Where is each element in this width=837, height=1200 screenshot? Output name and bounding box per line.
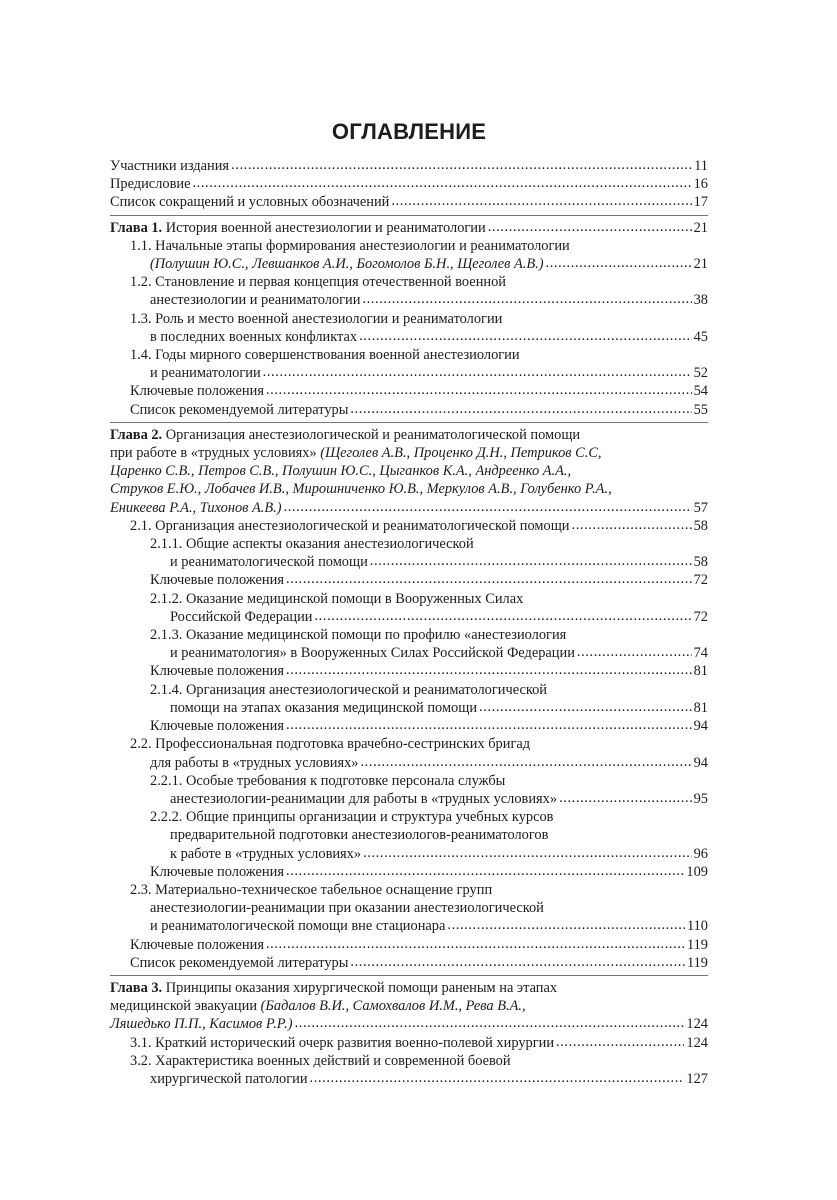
toc-entry-text (130, 736, 530, 752)
page-number: 21 (693, 256, 708, 273)
entry-title: 2.1.3. Оказание медицинской помощи по профилю «анестезиология (150, 627, 567, 644)
toc-entry-text (110, 998, 526, 1014)
toc-entry-line (110, 535, 708, 553)
toc-entry-line (110, 480, 708, 498)
toc-entry-text (130, 517, 570, 535)
toc-entry-line (110, 291, 708, 309)
toc-entry-text (110, 445, 602, 461)
toc-entry[interactable] (110, 346, 708, 382)
page-number: 52 (693, 365, 708, 382)
toc-entry-line (110, 1015, 708, 1033)
toc-entry-line (110, 608, 708, 626)
toc-entry-text (110, 481, 612, 497)
toc-entry-text (170, 553, 368, 571)
entry-title: 1.1. Начальные этапы формирования анестезиологии и реаниматологии (130, 237, 570, 254)
entry-title: анестезиологии и реаниматологии (150, 292, 361, 309)
dot-leader (286, 570, 692, 588)
entry-title: Предисловие (110, 176, 191, 193)
page-number: 54 (693, 383, 708, 400)
toc-entry-text (150, 917, 445, 935)
toc-entry-line (110, 790, 708, 808)
toc-entry-line (110, 517, 708, 535)
toc-entry-text (150, 717, 284, 735)
toc-entry-line (110, 346, 708, 364)
toc-entry-text (130, 274, 506, 290)
toc-entry-line (110, 997, 708, 1015)
entry-title: 2.1.4. Организация анестезиологической и реаниматологической (150, 681, 547, 698)
toc-entry-line (110, 717, 708, 735)
dot-leader (286, 661, 692, 679)
page-number: 74 (693, 645, 708, 662)
dot-leader (360, 753, 691, 771)
toc-entry-line (110, 845, 708, 863)
toc-entry-text (130, 311, 502, 327)
dot-leader (362, 290, 691, 308)
dot-leader (192, 174, 691, 192)
toc-entry-line (110, 754, 708, 772)
toc-entry-line (110, 954, 708, 972)
entry-title: Список рекомендуемой литературы (130, 954, 349, 971)
page-number: 109 (686, 863, 708, 880)
dot-leader (559, 789, 692, 807)
entry-title: и реаниматологической помощи (170, 554, 368, 571)
toc-entry-line (110, 328, 708, 346)
entry-title: Российской Федерации (170, 608, 313, 625)
dot-leader (266, 935, 685, 953)
page-number: 21 (693, 219, 708, 236)
toc-entry-line (110, 382, 708, 400)
entry-title: Ключевые положения (150, 663, 284, 680)
toc-entry[interactable] (110, 863, 708, 881)
entry-authors: (Щеголев А.В., Проценко Д.Н., Петриков С.С, (320, 445, 602, 462)
toc-entry[interactable] (110, 401, 708, 419)
entry-title: История военной анестезиологии и реаниматологии (162, 219, 486, 236)
toc-entry-line (110, 571, 708, 589)
toc-entry-line (110, 1052, 708, 1070)
dot-leader (310, 1069, 685, 1087)
toc-entry-line (110, 237, 708, 255)
toc-entry-line (110, 881, 708, 899)
entry-title: хирургической патологии (150, 1070, 308, 1087)
toc-entry[interactable] (110, 382, 708, 400)
entry-title: 2.3. Материально-техническое табельное оснащение групп (130, 881, 493, 898)
dot-leader (286, 716, 692, 734)
toc-entry-text (150, 536, 474, 552)
toc-entry-line (110, 499, 708, 517)
entry-title: Ключевые положения (150, 572, 284, 589)
entry-title: Организация анестезиологической и реаниматологической помощи (162, 426, 581, 443)
toc-entry-line (110, 808, 708, 826)
toc-entry-line (110, 273, 708, 291)
toc-entry[interactable] (110, 571, 708, 589)
toc-entry[interactable] (110, 681, 708, 717)
page-number: 58 (693, 517, 708, 534)
toc-entry-text (170, 845, 361, 863)
entry-title: и реаниматологической помощи вне стационара (150, 918, 446, 935)
toc-entry-text (150, 682, 547, 698)
chapter-label: Глава 1. (110, 219, 163, 236)
toc-entry-line (110, 826, 708, 844)
page-number: 94 (693, 754, 708, 771)
entry-title: 2.1.2. Оказание медицинской помощи в Вооруженных Силах (150, 590, 524, 607)
dot-leader (359, 327, 692, 345)
toc-entry-line (110, 662, 708, 680)
entry-title: 1.2. Становление и первая концепция отечественной военной (130, 274, 506, 291)
entry-title: 1.4. Годы мирного совершенствования военной анестезиологии (130, 347, 520, 364)
entry-title: 2.1.1. Общие аспекты оказания анестезиологической (150, 536, 474, 553)
toc-entry-text (150, 754, 358, 772)
toc-entry[interactable] (110, 535, 708, 571)
toc-entry-text (150, 900, 544, 916)
entry-authors: (Полушин Ю.С., Левшанков А.И., Богомолов Б.Н., Щеголев А.В.) (150, 256, 544, 273)
toc-entry[interactable] (110, 517, 708, 535)
dot-leader (488, 218, 692, 236)
toc-entry-line (110, 979, 708, 997)
dot-leader (391, 192, 691, 210)
entry-authors: (Бадалов В.И., Самохвалов И.М., Рева В.А., (260, 998, 526, 1015)
entry-title: Ключевые положения (150, 718, 284, 735)
page-number: 119 (686, 954, 708, 971)
entry-title: и реаниматология» в Вооруженных Силах Российской Федерации (170, 645, 575, 662)
toc-entry-text (170, 827, 548, 843)
entry-title: 1.3. Роль и место военной анестезиологии и реаниматологии (130, 310, 503, 327)
dot-leader (350, 400, 691, 418)
page-number: 119 (686, 936, 708, 953)
toc-entry-text (130, 936, 264, 954)
toc-entry-text (110, 157, 229, 175)
toc-entry-line (110, 553, 708, 571)
dot-leader (577, 643, 692, 661)
entry-title: Ключевые положения (150, 863, 284, 880)
toc-entry-line (110, 699, 708, 717)
toc-entry-line (110, 310, 708, 328)
toc-entry-text (130, 238, 570, 254)
entry-title: Участники издания (110, 158, 230, 174)
entry-title: Принципы оказания хирургической помощи раненым на этапах (162, 979, 558, 996)
toc-entry-text (150, 863, 284, 881)
toc-entry-text (150, 1070, 308, 1088)
toc-entry[interactable] (110, 772, 708, 808)
toc-entry[interactable] (110, 590, 708, 626)
toc-entry-text (110, 980, 557, 996)
toc-entry-line (110, 590, 708, 608)
toc-entry-line (110, 444, 708, 462)
toc-entry-line (110, 899, 708, 917)
page-number: 57 (693, 499, 708, 516)
page-number: 95 (693, 790, 708, 807)
toc-entry[interactable] (110, 157, 708, 175)
toc-entry-line (110, 735, 708, 753)
toc-entry[interactable] (110, 881, 708, 936)
toc-entry[interactable] (110, 936, 708, 954)
toc-entry-text (110, 463, 571, 479)
dot-leader (546, 254, 692, 272)
chapter-label: Глава 3. (110, 979, 163, 996)
page-number: 16 (693, 176, 708, 193)
entry-title: при работе в «трудных условиях» (110, 445, 321, 462)
page-number: 124 (686, 1016, 708, 1033)
section-divider (110, 422, 708, 423)
page-number: 81 (693, 663, 708, 680)
toc-entry-text (170, 608, 312, 626)
page-number: 96 (693, 845, 708, 862)
dot-leader (284, 498, 692, 516)
toc-entry-line (110, 364, 708, 382)
toc-entry-line (110, 936, 708, 954)
toc-entry[interactable] (110, 717, 708, 735)
page-number: 11 (694, 158, 708, 174)
entry-authors: Струков Е.Ю., Лобачев И.В., Мирошниченко Ю.В., Меркулов А.В., Голубенко Р.А., (110, 481, 612, 498)
table-of-contents (110, 157, 708, 1088)
dot-leader (231, 156, 692, 174)
toc-entry[interactable] (110, 1034, 708, 1052)
entry-title: 2.2. Профессиональная подготовка врачебно-сестринских бригад (130, 736, 531, 753)
page-number: 55 (693, 401, 708, 418)
page-number: 127 (686, 1070, 708, 1087)
toc-entry-text (110, 175, 190, 193)
toc-entry-text (130, 1053, 511, 1069)
entry-title: для работы в «трудных условиях» (150, 754, 359, 771)
dot-leader (263, 363, 692, 381)
entry-title: анестезиологии-реанимации при оказании анестезиологической (150, 900, 544, 917)
entry-title: в последних военных конфликтах (150, 328, 358, 345)
dot-leader (556, 1033, 684, 1051)
entry-authors: Царенко С.В., Петров С.В., Полушин Ю.С., Цыганков К.А., Андреенко А.А., (110, 463, 572, 480)
dot-leader (572, 516, 692, 534)
entry-title: 3.1. Краткий исторический очерк развития военно-полевой хирургии (130, 1034, 555, 1051)
page-title: ОГЛАВЛЕНИЕ (331, 119, 487, 144)
page-number: 17 (693, 194, 708, 211)
toc-entry-text (130, 382, 264, 400)
entry-title: 2.1. Организация анестезиологической и реаниматологической помощи (130, 517, 570, 534)
toc-entry-text (130, 882, 492, 898)
page-number: 94 (693, 718, 708, 735)
toc-entry-text (110, 427, 580, 443)
dot-leader (286, 862, 684, 880)
toc-page (110, 0, 708, 1088)
toc-entry-text (150, 809, 553, 825)
entry-title: 2.2.1. Особые требования к подготовке персонала службы (150, 772, 506, 789)
toc-entry-line (110, 1070, 708, 1088)
entry-title: медицинской эвакуации (110, 998, 261, 1015)
toc-entry-line (110, 1034, 708, 1052)
toc-entry-line (110, 462, 708, 480)
dot-leader (479, 698, 692, 716)
toc-entry-text (150, 364, 261, 382)
toc-entry-line (110, 219, 708, 237)
toc-entry-text (150, 571, 284, 589)
toc-entry-line (110, 157, 708, 175)
page-number: 110 (686, 918, 708, 935)
toc-entry[interactable] (110, 310, 708, 346)
toc-entry[interactable] (110, 219, 708, 237)
toc-entry-text (130, 1034, 554, 1052)
page-number: 45 (693, 328, 708, 345)
toc-entry[interactable] (110, 979, 708, 1034)
toc-entry[interactable] (110, 237, 708, 273)
toc-entry-line (110, 772, 708, 790)
toc-entry-text (110, 1015, 293, 1033)
entry-title: Ключевые положения (130, 383, 264, 400)
entry-authors: Еникеева Р.А., Тихонов А.В.) (110, 499, 282, 516)
page-number: 72 (693, 572, 708, 589)
toc-entry[interactable] (110, 954, 708, 972)
entry-title: Список сокращений и условных обозначений (110, 194, 390, 211)
toc-entry-line (110, 426, 708, 444)
toc-entry-text (150, 773, 505, 789)
toc-entry-text (130, 347, 520, 363)
dot-leader (447, 916, 685, 934)
toc-entry-text (170, 644, 575, 662)
toc-entry-text (110, 499, 282, 517)
toc-entry[interactable] (110, 273, 708, 309)
toc-entry-text (170, 699, 477, 717)
section-divider (110, 975, 708, 976)
toc-entry-line (110, 681, 708, 699)
toc-entry-text (150, 291, 360, 309)
toc-entry-line (110, 401, 708, 419)
dot-leader (370, 552, 692, 570)
page-number: 58 (693, 554, 708, 571)
entry-title: предварительной подготовки анестезиологов-реаниматологов (170, 827, 549, 844)
entry-title: Список рекомендуемой литературы (130, 401, 349, 418)
toc-entry-line (110, 626, 708, 644)
toc-entry-text (170, 790, 557, 808)
toc-entry-line (110, 193, 708, 211)
chapter-label: Глава 2. (110, 426, 163, 443)
toc-entry[interactable] (110, 1052, 708, 1088)
toc-entry-line (110, 175, 708, 193)
entry-title: помощи на этапах оказания медицинской помощи (170, 699, 478, 716)
entry-title: 2.2.2. Общие принципы организации и структура учебных курсов (150, 809, 554, 826)
toc-entry-line (110, 863, 708, 881)
entry-title: к работе в «трудных условиях» (170, 845, 362, 862)
dot-leader (266, 381, 692, 399)
toc-entry[interactable] (110, 662, 708, 680)
page-number: 38 (693, 292, 708, 309)
toc-entry-text (150, 627, 566, 643)
entry-authors: Ляшедько П.П., Касимов Р.Р.) (110, 1016, 293, 1033)
toc-entry-text (150, 662, 284, 680)
toc-entry[interactable] (110, 735, 708, 771)
toc-entry[interactable] (110, 426, 708, 517)
entry-title: 3.2. Характеристика военных действий и современной боевой (130, 1052, 511, 1069)
toc-entry-line (110, 255, 708, 273)
toc-entry-text (110, 193, 389, 211)
dot-leader (314, 607, 691, 625)
dot-leader (363, 844, 692, 862)
toc-entry[interactable] (110, 808, 708, 863)
page-number: 81 (693, 699, 708, 716)
entry-title: Ключевые положения (130, 936, 264, 953)
toc-entry-line (110, 644, 708, 662)
toc-entry-text (110, 219, 486, 237)
toc-entry-text (150, 591, 523, 607)
page-number: 124 (686, 1034, 708, 1051)
toc-entry-line (110, 917, 708, 935)
toc-entry[interactable] (110, 193, 708, 211)
entry-title: анестезиологии-реанимации для работы в «трудных условиях» (170, 790, 558, 807)
entry-title: и реаниматологии (150, 365, 261, 382)
toc-entry-text (130, 401, 348, 419)
page-number: 72 (693, 608, 708, 625)
toc-entry-text (130, 954, 348, 972)
dot-leader (295, 1014, 685, 1032)
toc-entry-text (150, 255, 544, 273)
section-divider (110, 215, 708, 216)
dot-leader (350, 953, 685, 971)
toc-entry-text (150, 328, 357, 346)
toc-entry[interactable] (110, 626, 708, 662)
toc-entry[interactable] (110, 175, 708, 193)
